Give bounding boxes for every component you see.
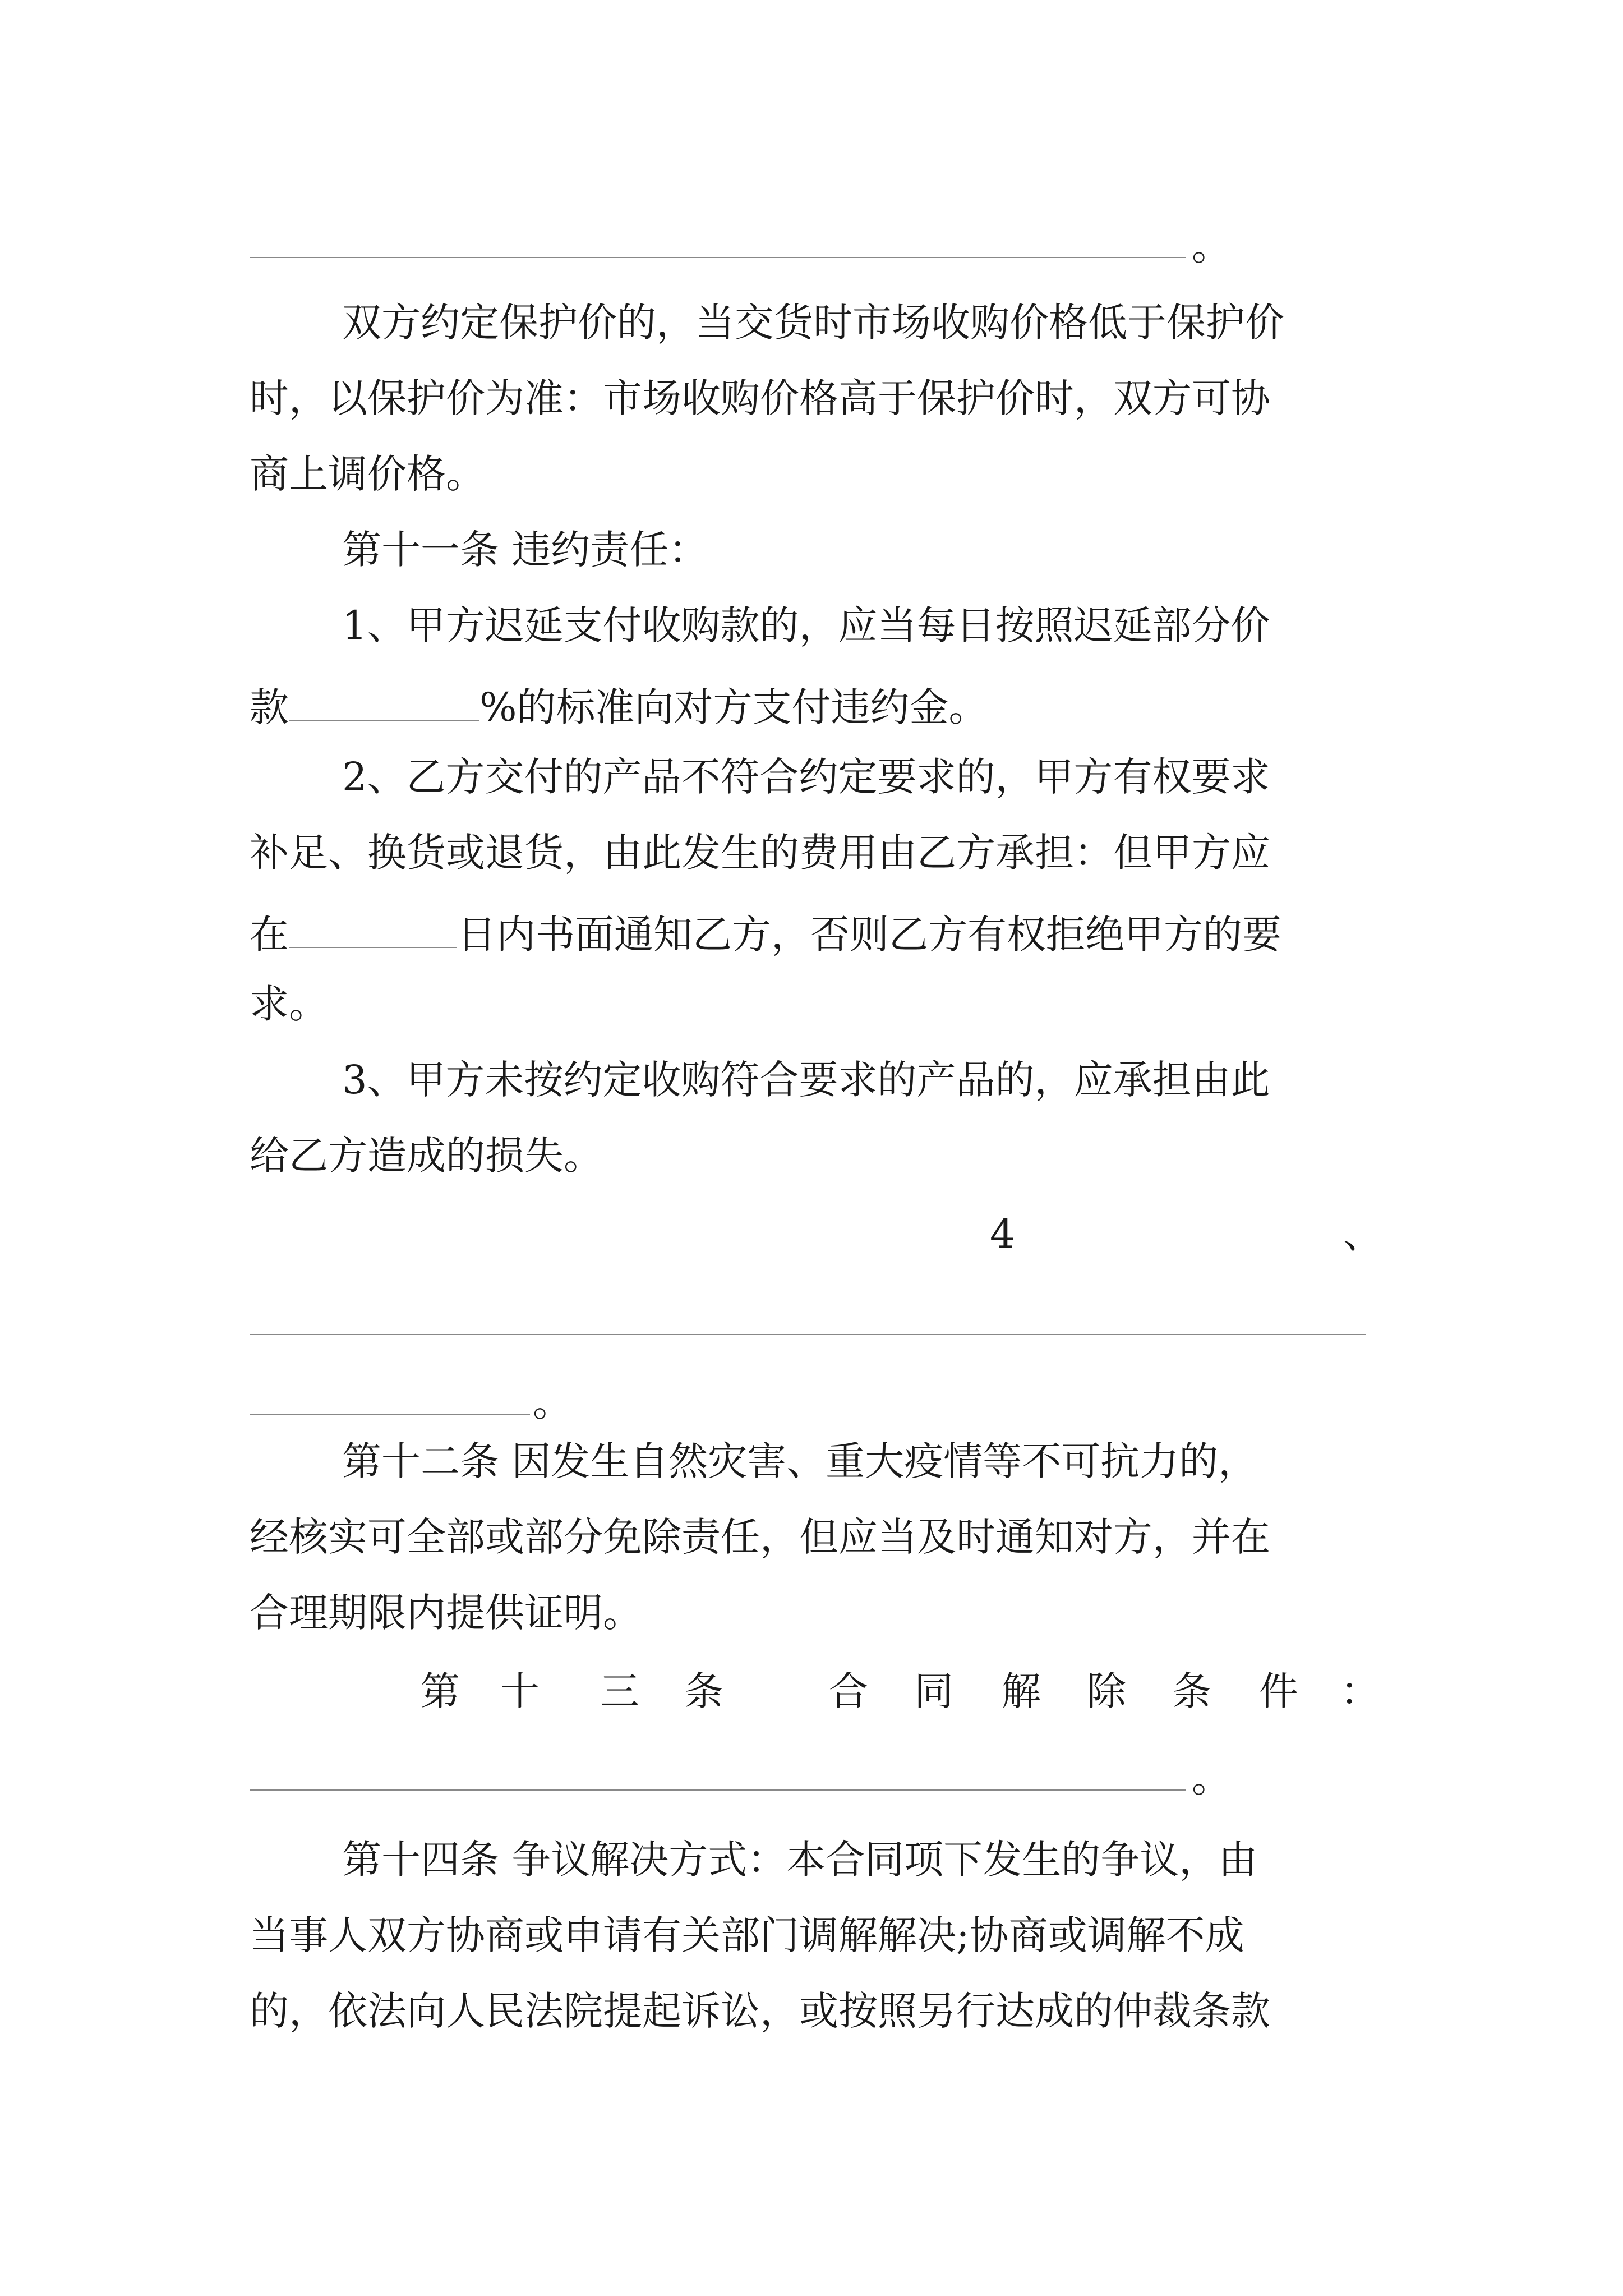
- article-title: 第十一条 违约责任：: [342, 527, 708, 573]
- title-char: 十: [500, 1668, 540, 1714]
- blank-line: [250, 1414, 530, 1415]
- paragraph-line: 当事人双方协商或申请有关部门调解解决;协商或调解不成: [250, 1912, 1244, 1958]
- paragraph-line: [250, 909, 1281, 958]
- blank-field: [289, 682, 479, 721]
- paragraph-line: 给乙方造成的损失。: [250, 1133, 603, 1179]
- title-char: 条: [684, 1668, 723, 1714]
- paragraph-line: 的，依法向人民法院提起诉讼，或按照另行达成的仲裁条款: [250, 1988, 1270, 2034]
- title-char: 件: [1259, 1668, 1298, 1714]
- paragraph-line: 2、乙方交付的产品不符合约定要求的，甲方有权要求: [342, 754, 1270, 800]
- text-segment: 款: [250, 684, 289, 730]
- paragraph-line: 求。: [250, 981, 328, 1027]
- title-char: 除: [1087, 1668, 1126, 1714]
- paragraph-line: 补足、换货或退货，由此发生的费用由乙方承担：但甲方应: [250, 830, 1270, 876]
- title-char: 第: [421, 1668, 460, 1714]
- paragraph-line: 经核实可全部或部分免除责任，但应当及时通知对方，并在: [250, 1514, 1270, 1560]
- text-segment: %的标准向对方支付违约金。: [479, 684, 988, 730]
- paragraph-line: [250, 682, 988, 730]
- title-char: 解: [1002, 1668, 1041, 1714]
- blank-line: [250, 1789, 1186, 1791]
- text-segment: 在: [250, 912, 289, 958]
- title-char: 条: [1172, 1668, 1211, 1714]
- paragraph-line: 1、甲方迟延支付收购款的，应当每日按照迟延部分价: [342, 602, 1270, 648]
- paragraph-line: 时，以保护价为准：市场收购价格高于保护价时，双方可协: [250, 375, 1270, 421]
- paragraph-line: 第十二条 因发生自然灾害、重大疫情等不可抗力的，: [342, 1438, 1258, 1484]
- paragraph-line: 第十四条 争议解决方式：本合同项下发生的争议，由: [342, 1837, 1258, 1883]
- blank-line: [250, 1334, 1366, 1335]
- paragraph-line: 双方约定保护价的，当交货时市场收购价格低于保护价: [342, 300, 1284, 346]
- text-segment: 日内书面通知乙方，否则乙方有权拒绝甲方的要: [457, 912, 1281, 958]
- title-char: ：: [1340, 1668, 1380, 1714]
- title-char: 三: [600, 1668, 639, 1714]
- end-mark: 。: [1192, 1755, 1231, 1801]
- paragraph-line: 合理期限内提供证明。: [250, 1590, 642, 1636]
- blank-field: [289, 909, 457, 948]
- title-char: 合: [829, 1668, 868, 1714]
- title-char: 同: [914, 1668, 953, 1714]
- item-number: 4: [990, 1211, 1015, 1257]
- paragraph-line: 3、甲方未按约定收购符合要求的产品的，应承担由此: [342, 1057, 1270, 1103]
- enumeration-mark: 、: [1343, 1211, 1382, 1257]
- blank-line: [250, 257, 1186, 258]
- end-mark: 。: [533, 1379, 572, 1425]
- end-mark: 。: [1192, 223, 1231, 269]
- paragraph-line: 商上调价格。: [250, 451, 485, 497]
